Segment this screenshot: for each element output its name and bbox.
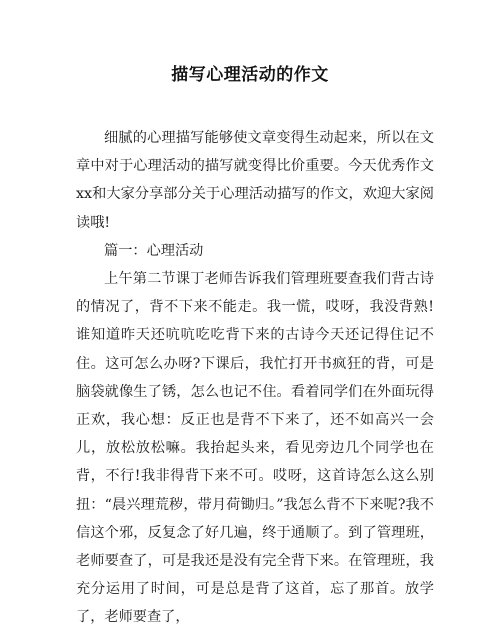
section-heading: 篇一：心理活动	[104, 242, 204, 259]
body-paragraph: 上午第二节课丁老师告诉我们管理班要查我们背古诗的情况了，背不下来不能走。我一慌，哎呀，我没背熟!谁知道昨天还吭吭吃吃背下来的古诗今天还记得住记不住。这可怎么办呀?下课后，我忙打开书疯狂的背，可是脑袋就像生了锈，怎么也记不住。看着同学们在外面玩得正欢，我心想：反正也是背不下来了，还不如高兴一会儿，放松放松嘛。我抬起头来，看见旁边几个同学也在背，不行!我非得背下来不可。哎呀，这首诗怎么这么别扭：“晨兴理荒秽，带月荷锄归。”我怎么背不下来呢?我不信这个邪，反复念了好几遍，终于通顺了。到了管理班，老师要查了，可是我还是没有完全背下来。在管理班，我充分运用了时间，可是总是背了这首，忘了那首。放学了，老师要查了，	[76, 271, 434, 626]
document-body	[76, 124, 434, 632]
intro-paragraph: 细腻的心理描写能够使文章变得生动起来，所以在文章中对于心理活动的描写就变得比价重要。今天优秀作文xx和大家分享部分关于心理活动描写的作文，欢迎大家阅读哦!	[76, 130, 434, 231]
document-title: 描写心理活动的作文	[171, 65, 329, 85]
